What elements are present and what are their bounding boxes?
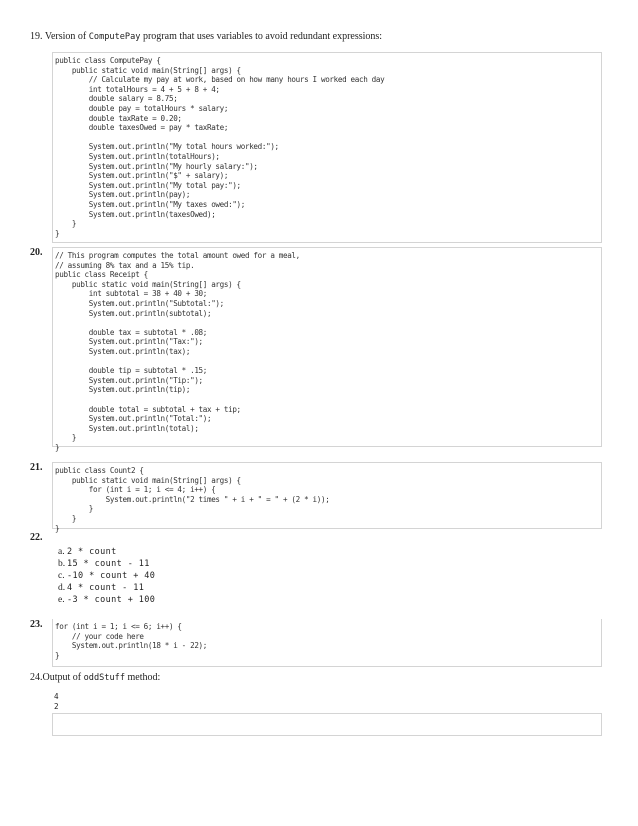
question-number: 20. <box>30 247 43 258</box>
list-item-label: e. <box>58 595 65 605</box>
question-19-heading <box>30 31 382 42</box>
question-21 <box>30 462 610 533</box>
list-item-code: 4 * count - 11 <box>67 583 145 593</box>
list-item-label: a. <box>58 547 65 557</box>
question-19 <box>30 31 610 243</box>
code-box <box>52 462 602 533</box>
list-item <box>58 570 155 582</box>
heading-text: Output of <box>42 672 84 683</box>
question-number: 22. <box>30 532 43 543</box>
question-20 <box>30 247 610 452</box>
question-number: 19. <box>30 31 43 42</box>
list-item-code: 15 * count - 11 <box>67 559 150 569</box>
question-24-heading <box>30 672 160 683</box>
question-number: 21. <box>30 462 43 473</box>
list-item-label: b. <box>58 559 66 569</box>
list-item-code: -3 * count + 100 <box>67 595 156 605</box>
code-block: // This program computes the total amount owed for a meal, // assuming 8% tax and a 15% tip. public class Receipt { public static void main(String[] args) { int subtotal = 38 + 40 + 30; System.out.println("Subtotal:"); System.out.println(subtotal); double tax = subtotal * .08; System.out.println("Tax:"); System.out.println(tax); double tip = subtotal * .15; System.out.println("Tip:"); System.out.println(tip); double total = subtotal + tax + tip; System.out.println("Total:"); System.out.println(total); } } <box>55 251 300 452</box>
inline-code-name: oddStuff <box>83 673 126 683</box>
list-item-label: d. <box>58 583 66 593</box>
list-item-code: -10 * count + 40 <box>67 571 156 581</box>
heading-text: Version of <box>44 31 89 42</box>
question-number: 23. <box>30 619 43 630</box>
code-block: for (int i = 1; i <= 6; i++) { // your code here System.out.println(18 * i - 22); } <box>55 622 207 660</box>
question-22 <box>30 532 610 608</box>
heading-text: method: <box>125 672 161 683</box>
question-23 <box>30 619 610 667</box>
inline-code-name: ComputePay <box>88 32 141 42</box>
code-box <box>52 247 602 452</box>
heading-text: program that uses variables to avoid redundant expressions: <box>140 31 383 42</box>
code-box <box>52 619 602 667</box>
question-24 <box>30 672 610 736</box>
list-item-code: 2 * count <box>67 547 117 557</box>
method-output: 4 2 <box>54 692 59 711</box>
code-block: public class ComputePay { public static void main(String[] args) { // Calculate my pay at work, based on how many hours I worked each day int totalHours = 4 + 5 + 8 + 4; double salary = 8.75; double pay = totalHours * salary; double taxRate = 0.20; double taxesOwed = pay * taxRate; System.out.println("My total hours worked:"); System.out.println(totalHours); System.out.println("My hourly salary:"); System.out.println("$" + salary); System.out.println("My total pay:"); System.out.println(pay); System.out.println("My taxes owed:"); System.out.println(taxesOwed); } } <box>55 56 385 238</box>
answer-box <box>52 713 602 736</box>
list-item-label: c. <box>58 571 65 581</box>
list-item <box>58 582 155 594</box>
code-box <box>52 52 602 243</box>
list-item <box>58 546 155 558</box>
list-item <box>58 558 155 570</box>
list-item <box>58 594 155 606</box>
answer-list <box>58 546 155 606</box>
question-number: 24. <box>30 672 43 683</box>
code-block: public class Count2 { public static void main(String[] args) { for (int i = 1; i <= 4; i++) { System.out.println("2 times " + i + " = " + (2 * i)); } } } <box>55 466 330 533</box>
